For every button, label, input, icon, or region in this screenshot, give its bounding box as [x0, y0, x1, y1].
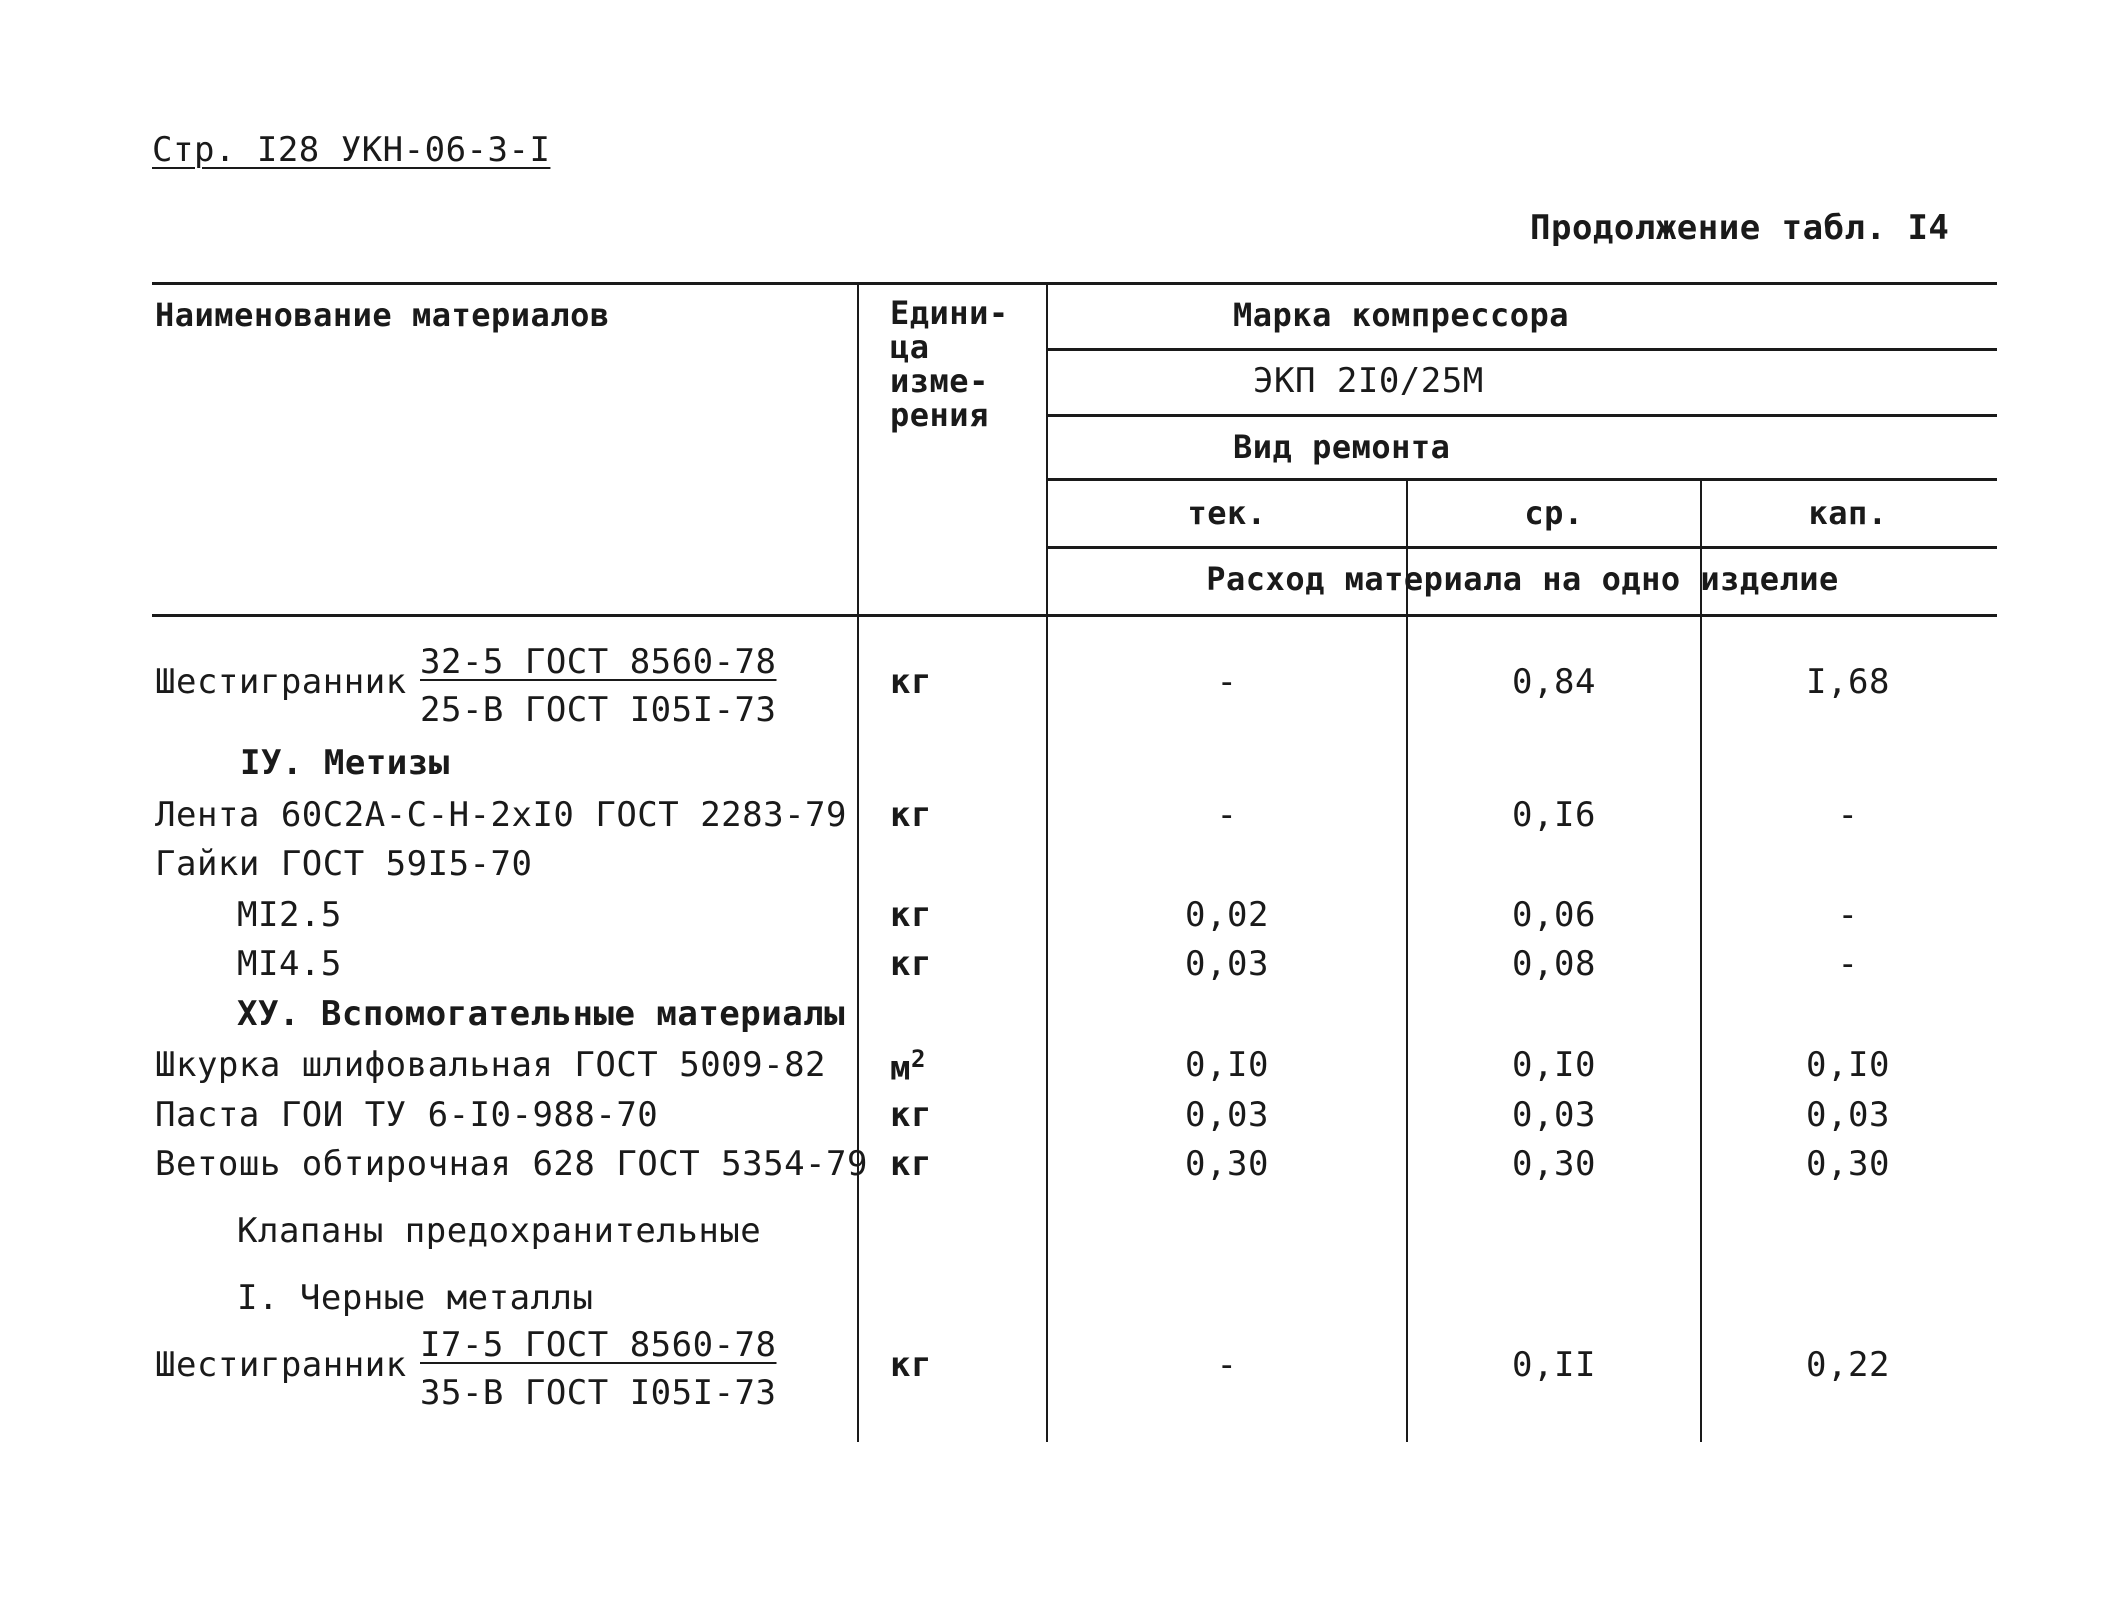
material-name: Шкурка шлифовальная ГОСТ 5009-82: [155, 1045, 827, 1085]
repair-cols-rule: [1048, 478, 1997, 481]
header-unit-col: Едини- ца изме- рения: [890, 294, 1009, 434]
header-repair-col-sr: ср.: [1524, 494, 1584, 532]
value-kap: 0,03: [1806, 1095, 1890, 1135]
material-spec-denominator: 35-В ГОСТ I05I-73: [420, 1373, 777, 1413]
material-spec-numerator: I7-5 ГОСТ 8560-78: [420, 1325, 777, 1365]
unit-text: м: [890, 1048, 911, 1089]
section-heading: I. Черные металлы: [237, 1278, 594, 1318]
material-prefix: Шестигранник: [155, 662, 407, 702]
value-kap: 0,30: [1806, 1144, 1890, 1184]
header-name-col: Наименование материалов: [155, 296, 610, 334]
value-sr: 0,30: [1512, 1144, 1596, 1184]
value-tek: -: [1216, 795, 1238, 835]
header-repair-col-kap: кап.: [1808, 494, 1888, 532]
material-name: Гайки ГОСТ 59I5-70: [155, 844, 533, 884]
material-prefix: Шестигранник: [155, 1345, 407, 1385]
col-divider-name-unit: [857, 282, 859, 1442]
header-repair-type: Вид ремонта: [1233, 428, 1451, 466]
material-spec-denominator: 25-В ГОСТ I05I-73: [420, 690, 777, 730]
table-continuation-label: Продолжение табл. I4: [1530, 208, 1950, 248]
col-divider-unit-values: [1046, 282, 1048, 1442]
material-name: Ветошь обтирочная 628 ГОСТ 5354-79: [155, 1144, 868, 1184]
value-sr: 0,I6: [1512, 795, 1596, 835]
value-sr: 0,84: [1512, 662, 1596, 702]
unit-cell: кг: [890, 1095, 932, 1135]
value-kap: -: [1837, 895, 1859, 935]
repair-values-rule: [1048, 546, 1997, 549]
header-model: ЭКП 2I0/25М: [1253, 361, 1484, 401]
material-spec-numerator: 32-5 ГОСТ 8560-78: [420, 642, 777, 682]
header-repair-col-tek: тек.: [1187, 494, 1267, 532]
header-compressor-brand: Марка компрессора: [1233, 296, 1570, 334]
value-tek: -: [1216, 662, 1238, 702]
page-code: Стр. I28 УКН-06-3-I: [152, 130, 551, 170]
unit-cell: кг: [890, 944, 932, 984]
material-name: МI4.5: [237, 944, 342, 984]
value-sr: 0,I0: [1512, 1045, 1596, 1085]
value-tek: 0,02: [1185, 895, 1269, 935]
unit-cell: кг: [890, 795, 932, 835]
value-sr: 0,II: [1512, 1345, 1596, 1385]
value-tek: 0,I0: [1185, 1045, 1269, 1085]
model-rule: [1048, 348, 1997, 351]
value-kap: -: [1837, 944, 1859, 984]
material-name: МI2.5: [237, 895, 342, 935]
material-name: Паста ГОИ ТУ 6-I0-988-70: [155, 1095, 659, 1135]
value-sr: 0,08: [1512, 944, 1596, 984]
value-kap: I,68: [1806, 662, 1890, 702]
unit-cell: [890, 1045, 926, 1088]
value-tek: 0,30: [1185, 1144, 1269, 1184]
value-tek: 0,03: [1185, 1095, 1269, 1135]
repair-type-rule: [1048, 414, 1997, 417]
unit-cell: кг: [890, 895, 932, 935]
value-kap: 0,I0: [1806, 1045, 1890, 1085]
section-heading: IУ. Метизы: [240, 743, 450, 783]
unit-superscript: 2: [910, 1045, 926, 1073]
value-sr: 0,06: [1512, 895, 1596, 935]
unit-cell: кг: [890, 1144, 932, 1184]
value-kap: 0,22: [1806, 1345, 1890, 1385]
unit-cell: кг: [890, 662, 932, 702]
section-heading: ХУ. Вспомогательные материалы: [237, 994, 846, 1034]
value-tek: -: [1216, 1345, 1238, 1385]
value-tek: 0,03: [1185, 944, 1269, 984]
material-name: Лента 60С2А-С-Н-2хI0 ГОСТ 2283-79: [155, 795, 848, 835]
value-kap: -: [1837, 795, 1859, 835]
header-bottom-rule: [152, 614, 1997, 617]
header-consumption: Расход материала на одно изделие: [1206, 560, 1839, 598]
unit-cell: кг: [890, 1345, 932, 1385]
section-heading: Клапаны предохранительные: [237, 1211, 762, 1251]
table-top-rule: [152, 282, 1997, 285]
value-sr: 0,03: [1512, 1095, 1596, 1135]
